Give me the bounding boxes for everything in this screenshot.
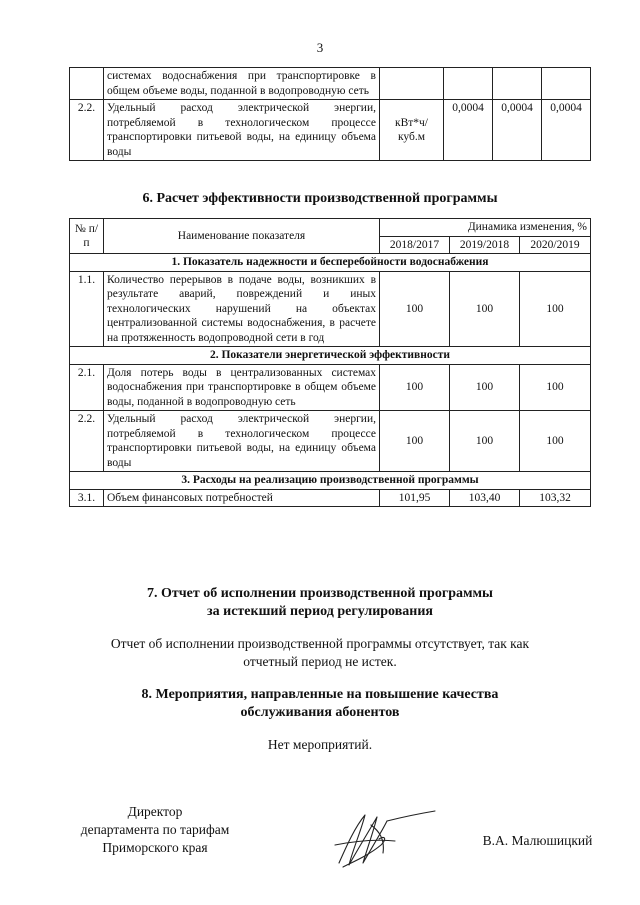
section-8-heading-line1: 8. Мероприятия, направленные на повышение качества bbox=[141, 687, 499, 702]
row-value: 100 bbox=[450, 271, 520, 347]
row-value: 103,32 bbox=[520, 489, 591, 507]
row-value: 100 bbox=[520, 411, 591, 472]
row-description: Количество перерывов в подаче воды, возникших в результате аварий, повреждений и иных технологических нарушений на объектах централизованной системы водоснабжения, в расчете на протяженность водопроводной сети в год bbox=[104, 271, 380, 347]
row-value: 100 bbox=[450, 411, 520, 472]
row-number: 3.1. bbox=[70, 489, 104, 507]
signatory-title-line2: департамента по тарифам bbox=[80, 822, 230, 837]
table-row bbox=[70, 489, 591, 507]
row-value: 100 bbox=[380, 364, 450, 411]
row-value: 0,0004 bbox=[542, 100, 591, 161]
efficiency-table bbox=[69, 218, 591, 507]
row-value bbox=[444, 68, 493, 100]
row-value bbox=[493, 68, 542, 100]
row-value: 0,0004 bbox=[444, 100, 493, 161]
row-number: 2.1. bbox=[70, 364, 104, 411]
row-number bbox=[70, 68, 104, 100]
header-year: 2018/2017 bbox=[380, 236, 450, 254]
group-title: 1. Показатель надежности и бесперебойности водоснабжения bbox=[70, 254, 591, 272]
section-7-heading-line1: 7. Отчет об исполнении производственной программы bbox=[146, 586, 493, 601]
header-row bbox=[70, 219, 591, 237]
header-number: № п/п bbox=[70, 219, 104, 254]
group-title-row bbox=[70, 347, 591, 365]
row-value: 101,95 bbox=[380, 489, 450, 507]
header-dynamics: Динамика изменения, % bbox=[380, 219, 591, 237]
row-description: Доля потерь воды в централизованных системах водоснабжения при транспортировке в общем объеме воды, поданной в водопроводную сеть bbox=[104, 364, 380, 411]
row-description: Объем финансовых потребностей bbox=[104, 489, 380, 507]
row-number: 2.2. bbox=[70, 411, 104, 472]
row-description: Удельный расход электрической энергии, потребляемой в технологическом процессе транспортировки питьевой воды, на единицу объема воды bbox=[104, 100, 380, 161]
row-description: Удельный расход электрической энергии, потребляемой в технологическом процессе транспортировки питьевой воды, на единицу объема воды bbox=[104, 411, 380, 472]
row-unit: кВт*ч/ куб.м bbox=[380, 100, 444, 161]
group-title-row bbox=[70, 254, 591, 272]
row-value: 100 bbox=[520, 364, 591, 411]
group-title-row bbox=[70, 472, 591, 490]
section-8-text: Нет мероприятий. bbox=[267, 737, 373, 752]
table-row bbox=[70, 364, 591, 411]
row-value: 100 bbox=[450, 364, 520, 411]
row-value: 103,40 bbox=[450, 489, 520, 507]
header-name: Наименование показателя bbox=[104, 219, 380, 254]
table-row bbox=[70, 68, 591, 100]
signatory-name: В.А. Малюшицкий bbox=[482, 833, 593, 848]
continuation-table bbox=[69, 67, 591, 161]
section-7-text-line2: отчетный период не истек. bbox=[243, 654, 397, 669]
header-year: 2019/2018 bbox=[450, 236, 520, 254]
group-title: 2. Показатели энергетической эффективности bbox=[70, 347, 591, 365]
row-number: 2.2. bbox=[70, 100, 104, 161]
table-row bbox=[70, 271, 591, 347]
table-row bbox=[70, 100, 591, 161]
section-7-heading-line2: за истекший период регулирования bbox=[207, 604, 433, 619]
row-value: 0,0004 bbox=[493, 100, 542, 161]
signatory-title bbox=[60, 803, 250, 857]
table-row bbox=[70, 411, 591, 472]
section-8-heading-line2: обслуживания абонентов bbox=[240, 705, 400, 720]
row-value: 100 bbox=[380, 411, 450, 472]
row-value: 100 bbox=[520, 271, 591, 347]
section-7-text-line1: Отчет об исполнении производственной программы отсутствует, так как bbox=[110, 636, 530, 651]
section-6-heading: 6. Расчет эффективности производственной программы bbox=[142, 191, 498, 206]
handwritten-signature-icon bbox=[325, 805, 445, 875]
row-number: 1.1. bbox=[70, 271, 104, 347]
row-value bbox=[542, 68, 591, 100]
row-value: 100 bbox=[380, 271, 450, 347]
signatory-title-line3: Приморского края bbox=[102, 840, 208, 855]
header-year: 2020/2019 bbox=[520, 236, 591, 254]
row-description: системах водоснабжения при транспортировке в общем объеме воды, поданной в водопроводную сеть bbox=[104, 68, 380, 100]
page-number: 3 bbox=[316, 40, 324, 55]
group-title: 3. Расходы на реализацию производственной программы bbox=[70, 472, 591, 490]
signatory-title-line1: Директор bbox=[127, 804, 183, 819]
row-unit bbox=[380, 68, 444, 100]
